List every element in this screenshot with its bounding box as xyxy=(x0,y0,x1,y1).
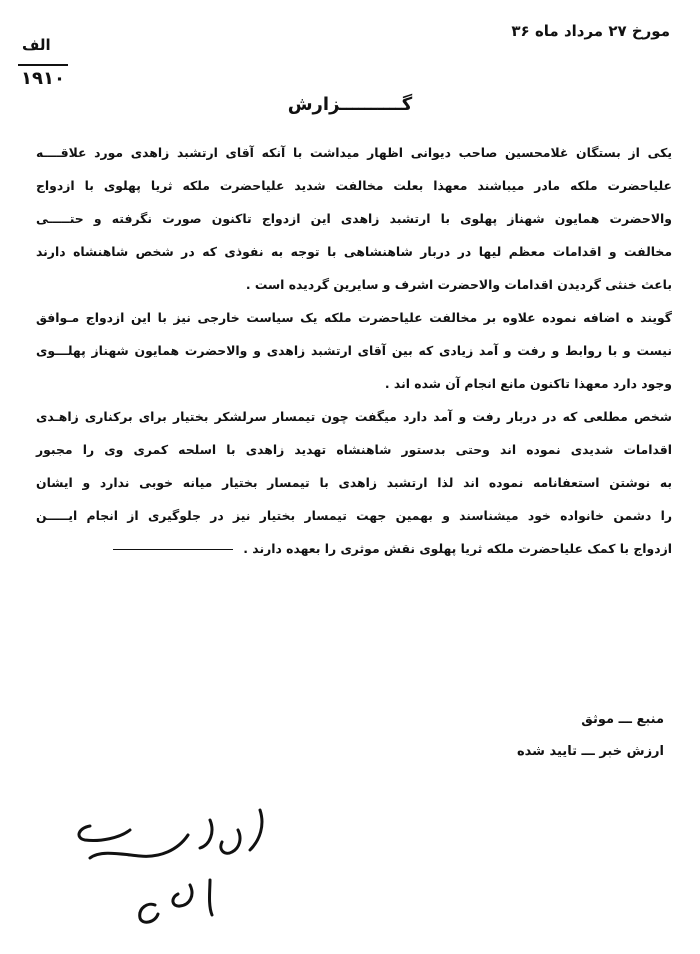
body-line: مخالفت و اقدامات معظم لیها در دربار شاهنشاهی با توجه به نفوذی که در شخص شاهنشاه دارند xyxy=(36,244,672,259)
report-date: مورخ ۲۷ مرداد ماه ۳۶ xyxy=(511,22,670,40)
report-body xyxy=(36,136,672,565)
body-line: والاحضرت همایون شهناز پهلوی با ارتشبد زاهدی این ازدواج تاکنون صورت نگرفته و حتـــــی xyxy=(36,211,672,226)
body-line: وجود دارد معهذا تاکنون مانع انجام آن شده اند . xyxy=(384,376,672,391)
series-letter: الف xyxy=(22,36,51,54)
body-line: باعث خنثی گردیدن اقدامات والاحضرت اشرف و سایرین گردیده است . xyxy=(245,277,672,292)
news-value-label: ارزش خبر ـــ تایید شده xyxy=(517,744,664,759)
body-line: نیست و با روابط و رفت و آمد زیادی که بین آقای ارتشبد زاهدی و والاحضرت همایون شهناز پهلـــوی xyxy=(36,343,672,358)
source-label: منبع ـــ موثق xyxy=(581,712,664,727)
body-line: علیاحضرت ملکه مادر میباشند معهذا بعلت مخالفت شدید علیاحضرت ملکه ثریا پهلوی با ازدواج xyxy=(36,178,672,193)
page-title: گــــــــــزارش xyxy=(287,94,413,115)
body-line: را دشمن خانواده خود میشناسند و بهمین جهت تیمسار بختیار نیز در جلوگیری از انجام ایـــــن xyxy=(36,508,672,523)
body-line xyxy=(36,532,672,565)
body-line: یکی از بستگان غلامحسین صاحب دیوانی اظهار میداشت با آنکه آقای ارتشبد زاهدی مورد علاقــــه xyxy=(36,145,672,160)
final-line-text: ازدواج با کمک علیاحضرت ملکه ثریا پهلوی نقش موثری را بعهده دارند . xyxy=(243,541,672,556)
handwriting-stroke-1 xyxy=(79,810,262,858)
handwritten-annotation xyxy=(60,790,320,940)
handwriting-stroke-2 xyxy=(140,880,212,922)
body-line: گویند ه اضافه نموده علاوه بر مخالفت علیاحضرت ملکه یک سیاست خارجی نیز با این ازدواج مـوافق xyxy=(36,310,672,325)
body-line: شخص مطلعی که در دربار رفت و آمد دارد میگفت چون تیمسار سرلشکر بختیار برای برکناری زاهـدی xyxy=(36,409,672,424)
document-number: ۱۹۱۰ xyxy=(18,64,68,89)
body-line: به نوشتن استعفانامه نموده اند لذا ارتشبد زاهدی با تیمسار بختیار میانه خوبی ندارد و ایشان xyxy=(36,475,672,490)
body-line: اقدامات شدیدی نموده اند وحتی بدستور شاهنشاه تهدید زاهدی با اسلحه کمری وی را مجبور xyxy=(36,442,672,457)
end-rule xyxy=(113,549,233,550)
